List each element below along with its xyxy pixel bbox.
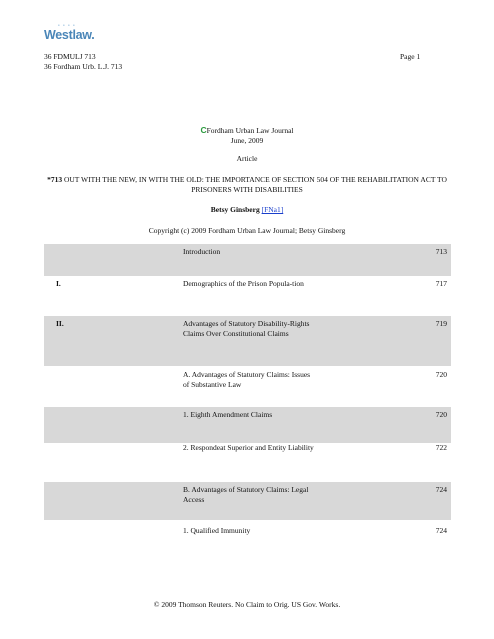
footnote-link[interactable]: [FNa1] [261, 205, 284, 214]
toc-entry: Introduction [183, 247, 221, 256]
logo-dots: • • • • [58, 24, 76, 29]
toc-entry: Advantages of Statutory Disability-Rights Claims Over Constitutional Claims [183, 319, 310, 338]
toc-page: 724 [435, 526, 447, 535]
toc-row [44, 276, 451, 312]
toc-row [44, 367, 451, 407]
toc-page: 717 [435, 279, 447, 288]
logo-text: Westlaw. [44, 28, 95, 42]
journal-icon: C [200, 125, 207, 135]
toc-row [44, 482, 451, 520]
toc-number: II. [56, 319, 64, 328]
publication-date: June, 2009 [230, 135, 264, 145]
toc-entry: 1. Eighth Amendment Claims [183, 410, 273, 419]
toc-row [44, 523, 451, 557]
toc-entry: B. Advantages of Statutory Claims: Legal Access [183, 485, 309, 504]
toc-page: 713 [435, 247, 447, 256]
author-line [0, 205, 494, 214]
title-star-page: *713 [47, 175, 63, 184]
toc-row [44, 440, 451, 480]
journal-block [0, 126, 494, 145]
citation-line-2: 36 Fordham Urb. L.J. 713 [44, 61, 123, 71]
toc-entry: Demographics of the Prison Popula-tion [183, 279, 304, 288]
toc-entry: 2. Respondeat Superior and Entity Liability [183, 443, 314, 452]
article-title [44, 175, 450, 194]
westlaw-logo [44, 24, 95, 42]
page-number: Page 1 [400, 52, 421, 61]
author-name: Betsy Ginsberg [210, 205, 260, 214]
toc-number: I. [56, 279, 61, 288]
toc-row [44, 316, 451, 366]
toc-page: 722 [435, 443, 447, 452]
toc-page: 720 [435, 410, 447, 419]
toc-entry: A. Advantages of Statutory Claims: Issues of Substantive Law [183, 370, 311, 389]
toc-entry: 1. Qualified Immunity [183, 526, 251, 535]
toc-row [44, 407, 451, 443]
toc-page: 724 [435, 485, 447, 494]
toc-page: 719 [435, 319, 447, 328]
toc-row [44, 244, 451, 276]
citation-line-1: 36 FDMULJ 713 [44, 52, 96, 61]
title-text: OUT WITH THE NEW, IN WITH THE OLD: THE IMPORTANCE OF SECTION 504 OF THE REHABILITATION ACT TO PRISONERS WITH DISABILITIES [62, 175, 447, 194]
toc-page: 720 [435, 370, 447, 379]
citation [44, 52, 122, 71]
document-type: Article [236, 154, 258, 163]
journal-name: Fordham Urban Law Journal [206, 126, 294, 135]
page-footer: © 2009 Thomson Reuters. No Claim to Orig. US Gov. Works. [153, 600, 341, 609]
copyright-line: Copyright (c) 2009 Fordham Urban Law Journal; Betsy Ginsberg [148, 226, 346, 235]
